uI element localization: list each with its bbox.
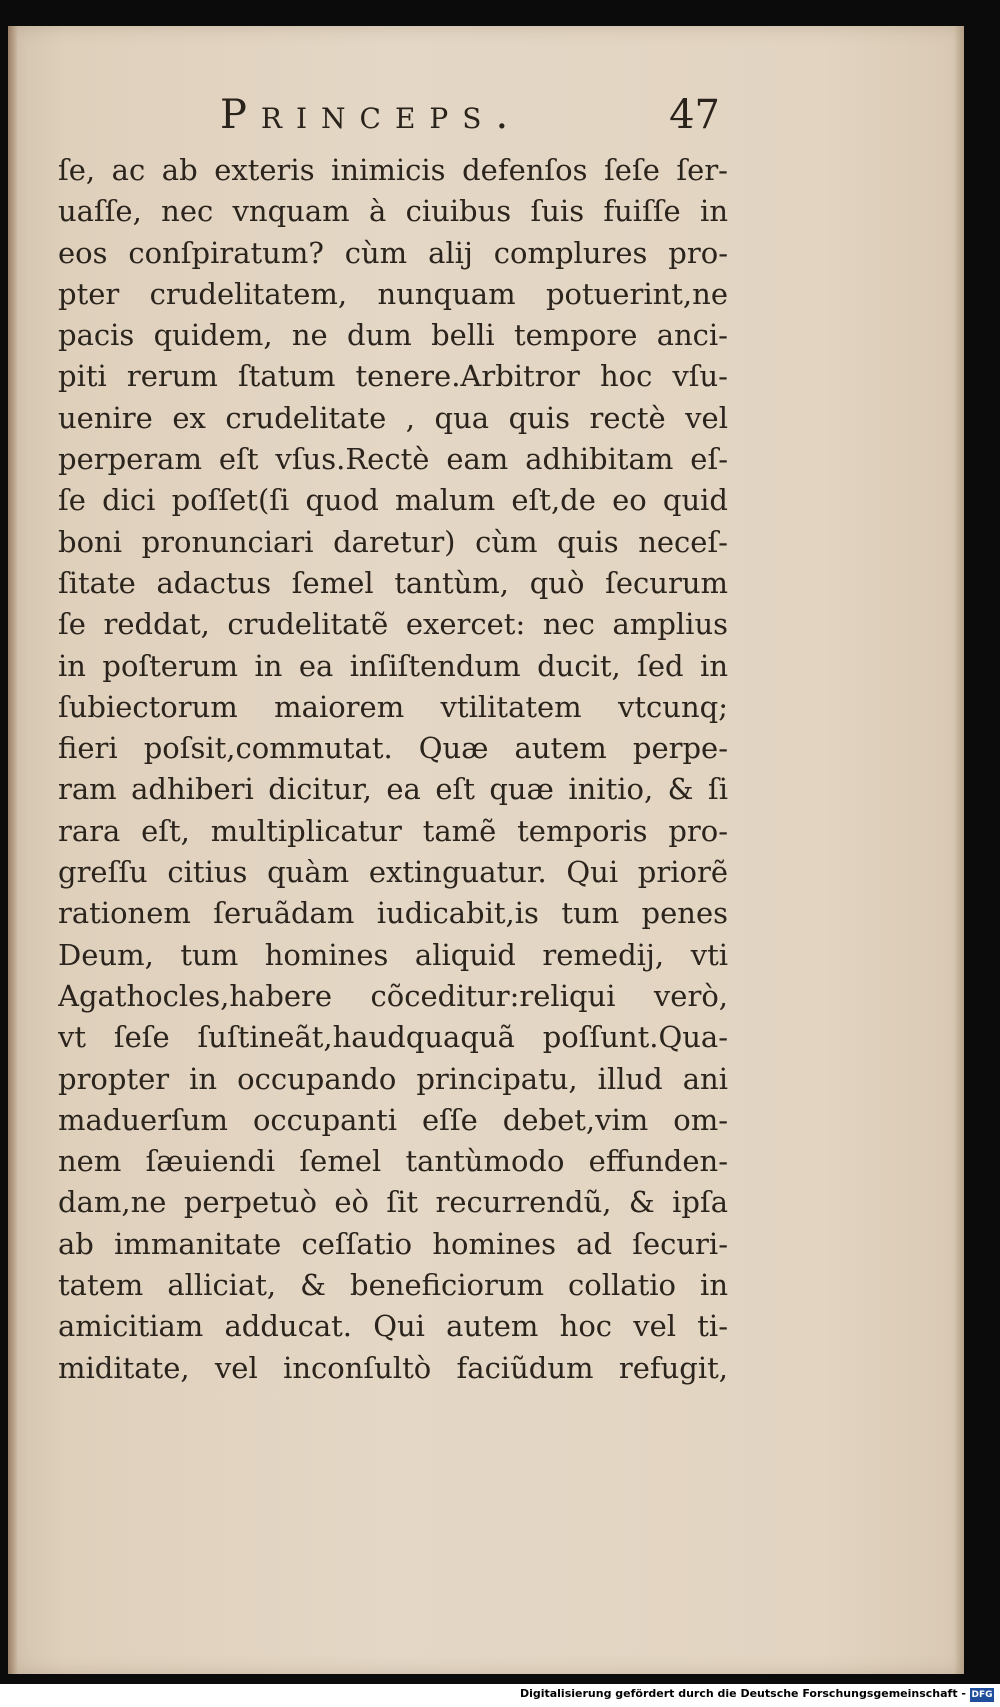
text-line: ram adhiberi dicitur, ea eſt quæ initio, & ſi [58,772,728,807]
text-line: rationem ſeruãdam iudicabit,is tum penes [58,896,728,931]
text-line: in poſterum in ea inſiſtendum ducit, ſed in [58,648,728,683]
text-line: ſe dici poſſet(ſi quod malum eſt,de eo quid [58,483,728,518]
text-line: ſubiectorum maiorem vtilitatem vtcunq; [58,689,728,724]
text-line: nem ſæuiendi ſemel tantùmodo effunden- [58,1144,728,1179]
text-line: vt ſeſe ſuſtineãt,haudquaquã poſſunt.Qua- [58,1020,728,1055]
text-line: Deum, tum homines aliquid remedij, vti [58,937,728,972]
text-line: miditate, vel inconſultò faciũdum refugit, [58,1350,728,1385]
text-line: ſitate adactus ſemel tantùm, quò ſecurum [58,565,728,600]
text-line: pter crudelitatem, nunquam potuerint,ne [58,276,728,311]
text-line: ſe reddat, crudelitatẽ exercet: nec amplius [58,607,728,642]
page-number: 47 [669,92,720,138]
text-line: boni pronunciari daretur) cùm quis neceſ- [58,524,728,559]
text-line: rara eſt, multiplicatur tamẽ temporis pro- [58,813,728,848]
text-line: ab immanitate ceſſatio homines ad ſecuri- [58,1226,728,1261]
text-line: Agathocles,habere cõceditur:reliqui verò, [58,978,728,1013]
text-line: uaſſe, nec vnquam à ciuibus ſuis fuiſſe in [58,194,728,229]
text-block [58,150,728,1389]
text-line: eos conſpiratum? cùm alij complures pro- [58,235,728,270]
running-head: Princeps. [220,92,523,138]
text-line: tatem alliciat, & beneficiorum collatio in [58,1268,728,1303]
text-line: propter in occupando principatu, illud ani [58,1061,728,1096]
text-line: amicitiam adducat. Qui autem hoc vel ti- [58,1309,728,1344]
text-line: piti rerum ſtatum tenere.Arbitror hoc vſu- [58,359,728,394]
page-header [60,92,720,146]
text-line: perperam eſt vſus.Rectè eam adhibitam eſ- [58,442,728,477]
footer-strip [0,1684,1000,1707]
text-line: pacis quidem, ne dum belli tempore anci- [58,318,728,353]
dfg-logo-icon: DFG [971,1690,993,1700]
page-outer-edge [954,26,964,1674]
text-line: maduerſum occupanti eſſe debet,vim om- [58,1102,728,1137]
footer-credit: Digitalisierung gefördert durch die Deutsche Forschungsgemeinschaft - [519,1687,966,1700]
text-line: fieri poſsit,commutat. Quæ autem perpe- [58,731,728,766]
text-line: uenire ex crudelitate , qua quis rectè vel [58,400,728,435]
text-line: greſſu citius quàm extinguatur. Qui priorẽ [58,855,728,890]
text-line: dam,ne perpetuò eò ſit recurrendũ, & ipſa [58,1185,728,1220]
page-binding-edge [8,26,18,1674]
text-line: ſe, ac ab exteris inimicis defenſos ſeſe ſer- [58,153,728,187]
